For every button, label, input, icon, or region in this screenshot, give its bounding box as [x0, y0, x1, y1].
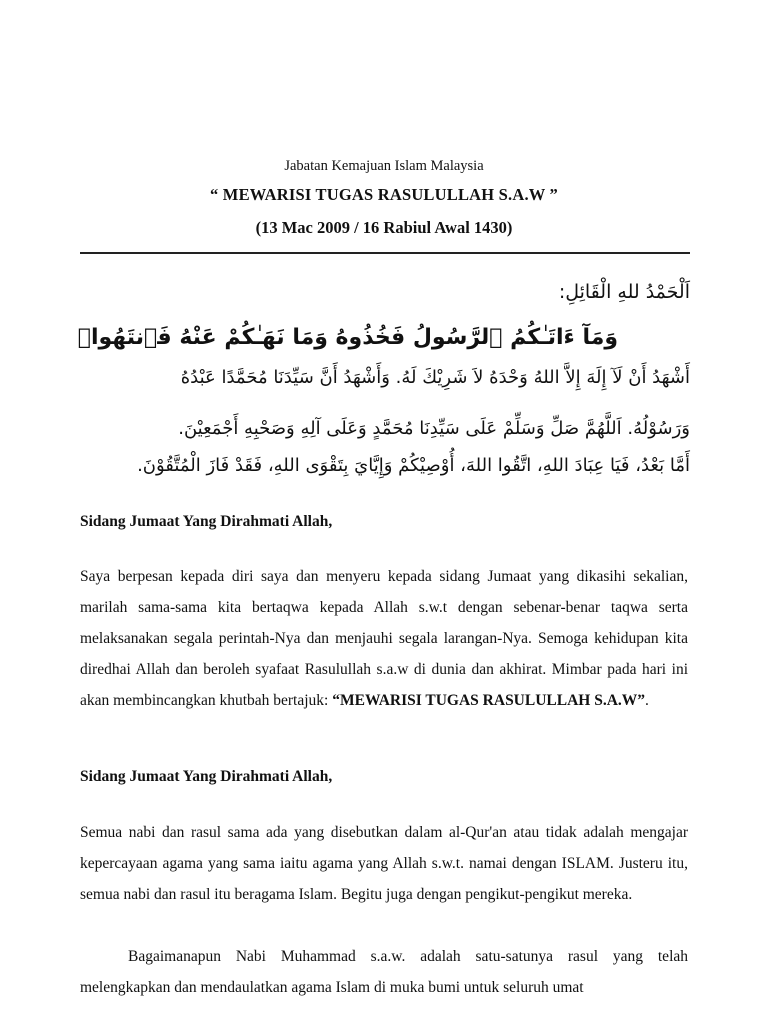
arabic-amma-badu-line: أَمَّا بَعْدُ، فَيَا عِبَادَ اللهِ، اتَّقُوا اللهَ، أُوْصِيْكُمْ وَإِيَّايَ بِتَقْوَى اللهِ، فَقَدْ فَازَ الْمُتَّقُوْنَ.	[137, 455, 690, 476]
paragraph: Semua nabi dan rasul sama ada yang disebutkan dalam al-Qur'an atau tidak adalah mengajar kepercayaan agama yang sama iaitu agama yang Allah s.w.t. namai dengan ISLAM. Justeru itu, semua nabi dan rasul itu beragama Islam. Begitu juga dengan pengikut-pengikut mereka.	[80, 824, 688, 903]
paragraph-text: Saya berpesan kepada diri saya dan menyeru kepada sidang Jumaat yang dikasihi sekalian, marilah sama-sama kita bertaqwa kepada Allah s.w.t dengan sebenar-benar taqwa serta melaksanakan segala perintah-Nya dan menjauhi segala larangan-Nya. Semoga kehidupan kita diredhai Allah dan beroleh syafaat Rasulullah s.a.w di dunia dan akhirat. Mimbar pada hari ini akan membincangkan khutbah bertajuk:	[80, 568, 688, 709]
arabic-salawat-line: وَرَسُوْلُهُ. اَللَّهُمَّ صَلِّ وَسَلِّمْ عَلَى سَيِّدِنَا مُحَمَّدٍ وَعَلَى آلِهِ وَصَحْبِهِ أَجْمَعِيْنَ.	[178, 418, 690, 439]
paragraph	[80, 561, 688, 716]
sermon-title-inline: “MEWARISI TUGAS RASULULLAH S.A.W”	[332, 692, 646, 709]
section-heading: Sidang Jumaat Yang Dirahmati Allah,	[80, 768, 333, 785]
arabic-quran-verse: وَمَآ ءَاتَـٰكُمُ ٱلرَّسُولُ فَخُذُوهُ وَمَا نَهَـٰكُمْ عَنْهُ فَٱنتَهُوا۟	[77, 325, 618, 350]
sermon-date: (13 Mac 2009 / 16 Rabiul Awal 1430)	[255, 218, 513, 237]
organization-name: Jabatan Kemajuan Islam Malaysia	[284, 158, 484, 174]
arabic-shahada-line: أَشْهَدُ أَنْ لَآ إِلَهَ إِلاَّ اللهُ وَحْدَهُ لاَ شَرِيْكَ لَهُ. وَأَشْهَدُ أَنَّ سَيِّدَنَا مُحَمَّدًا عَبْدُهُ	[180, 367, 690, 388]
paragraph: Bagaimanapun Nabi Muhammad s.a.w. adalah satu-satunya rasul yang telah melengkapkan dan mendaulatkan agama Islam di muka bumi untuk seluruh umat	[80, 948, 688, 996]
sermon-title: “ MEWARISI TUGAS RASULULLAH S.A.W ”	[210, 185, 558, 204]
header-divider	[80, 252, 690, 254]
arabic-opening: اَلْحَمْدُ للهِ الْقَائِلِ:	[558, 281, 690, 303]
section-heading: Sidang Jumaat Yang Dirahmati Allah,	[80, 513, 333, 530]
paragraph-end: .	[645, 692, 649, 709]
